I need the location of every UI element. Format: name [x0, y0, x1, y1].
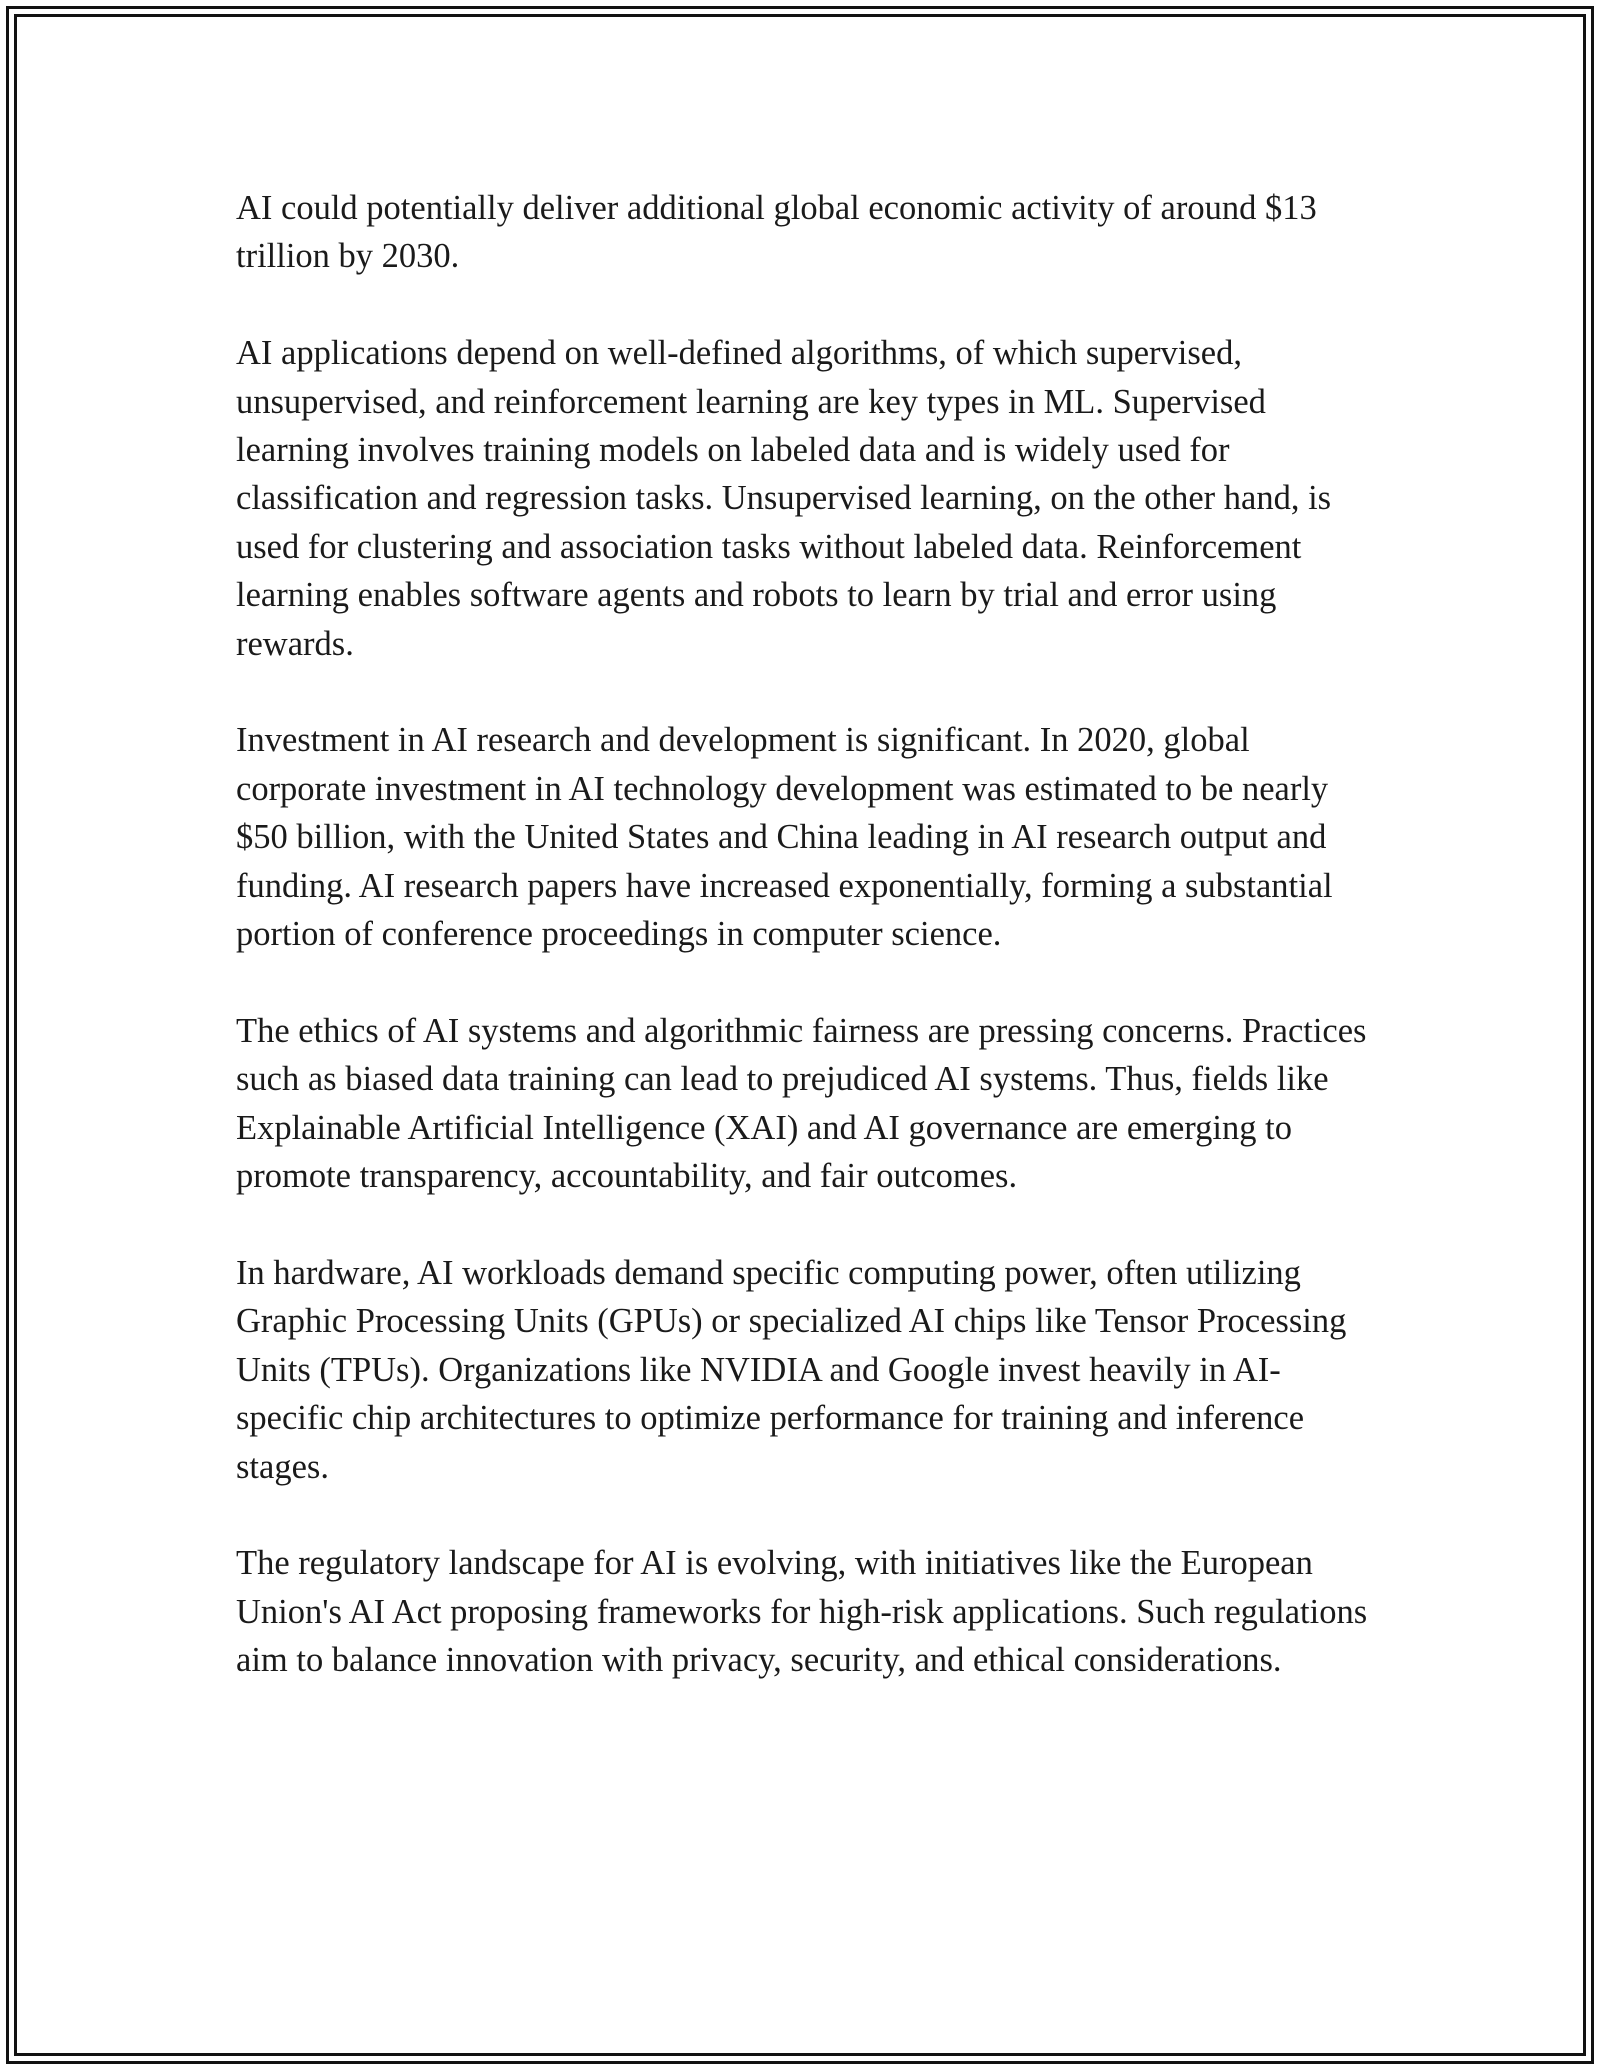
- paragraph-ethics: The ethics of AI systems and algorithmic fairness are pressing concerns. Practices such as biased data training can lead to prejudiced AI systems. Thus, fields like Explainable Artificial Intelligence (XAI) and AI governance are emerging to promote transparency, accountability, and fair outcomes.: [236, 1011, 1367, 1196]
- paragraph-algorithms: AI applications depend on well-defined algorithms, of which supervised, unsupervised, and reinforcement learning are key types in ML. Supervised learning involves training models on labeled data and is widely used for classification and regression tasks. Unsupervised learning, on the other hand, is used for clustering and association tasks without labeled data. Reinforcement learning enables software agents and robots to learn by trial and error using rewards.: [236, 334, 1332, 663]
- paragraph-hardware: In hardware, AI workloads demand specific computing power, often utilizing Graphic Processing Units (GPUs) or specialized AI chips like Tensor Processing Units (TPUs). Organizations like NVIDIA and Google invest heavily in AI-specific chip architectures to optimize performance for training and inference stages.: [236, 1253, 1347, 1486]
- document-body: [236, 184, 1376, 1733]
- paragraph-regulation: The regulatory landscape for AI is evolving, with initiatives like the European Union's AI Act proposing frameworks for high-risk applications. Such regulations aim to balance innovation with privacy, security, and ethical considerations.: [236, 1544, 1368, 1680]
- paragraph-investment: Investment in AI research and development is significant. In 2020, global corporate investment in AI technology development was estimated to be nearly $50 billion, with the United States and China leading in AI research output and funding. AI research papers have increased exponentially, forming a substantial portion of conference proceedings in computer science.: [236, 721, 1333, 954]
- paragraph-economic-impact: AI could potentially deliver additional global economic activity of around $13 trillion by 2030.: [236, 189, 1317, 276]
